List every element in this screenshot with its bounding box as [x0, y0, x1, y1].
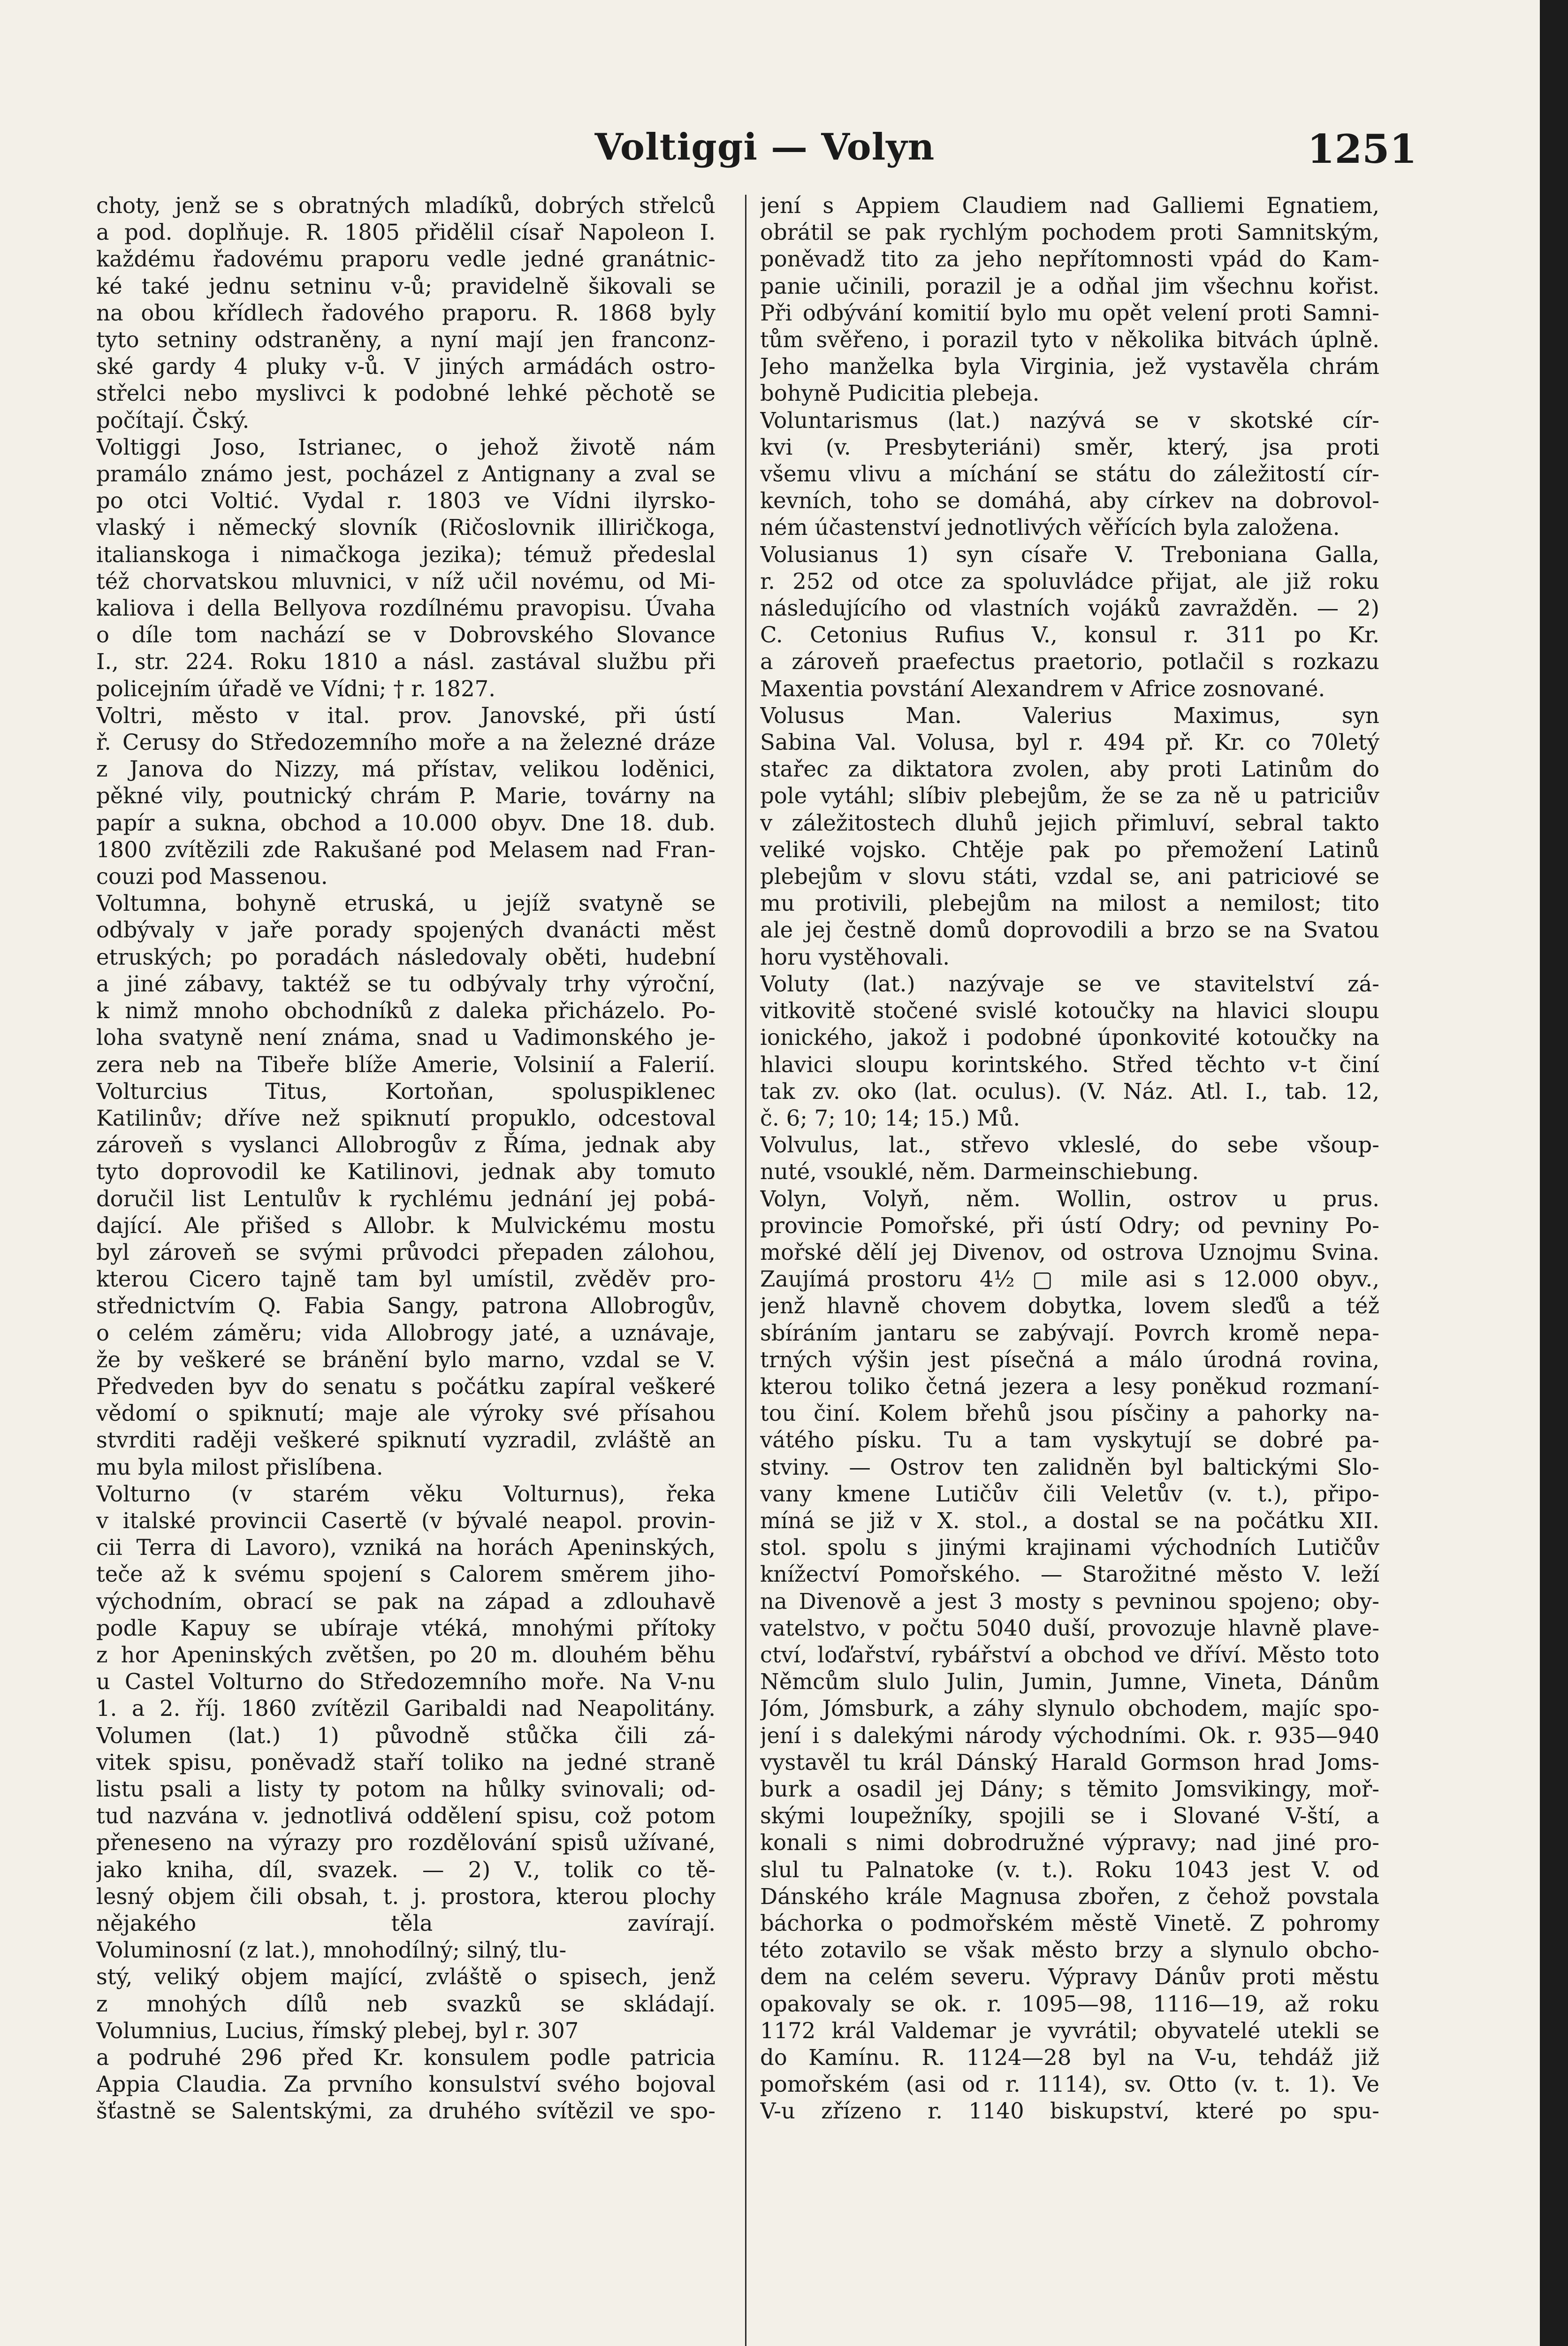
- text-line: Volvulus, lat., střevo vkleslé, do sebe všoup-: [760, 1132, 1379, 1158]
- text-line: na obou křídlech řadového praporu. R. 1868 byly: [96, 300, 715, 326]
- text-line: papír a sukna, obchod a 10.000 obyv. Dne 18. dub.: [96, 810, 715, 836]
- text-line: z hor Apeninských zvětšen, po 20 m. dlouhém běhu: [96, 1642, 715, 1668]
- text-line: k nimž mnoho obchodníků z daleka přicházelo. Po-: [96, 998, 715, 1024]
- text-line: č. 6; 7; 10; 14; 15.) Mů.: [760, 1105, 1020, 1131]
- text-line: Voluntarismus (lat.) nazývá se v skotské cír-: [760, 407, 1379, 433]
- page-number: 1251: [1307, 126, 1417, 172]
- text-line: poněvadž tito za jeho nepřítomnosti vpád do Kam-: [760, 246, 1379, 272]
- text-line: opakovaly se ok. r. 1095—98, 1116—19, až roku: [760, 1991, 1379, 2017]
- text-line: doručil list Lentulův k rychlému jednání jej pobá-: [96, 1186, 715, 1211]
- text-line: vitkovitě stočené svislé kotoučky na hlavici sloupu: [760, 998, 1379, 1024]
- text-line: pěkné vily, poutnický chrám P. Marie, továrny na: [96, 783, 715, 809]
- text-line: šťastně se Salentskými, za druhého svítězil ve spo-: [96, 2098, 715, 2124]
- text-line: jení i s dalekými národy východními. Ok. r. 935—940: [760, 1722, 1379, 1748]
- text-line: stol. spolu s jinými krajinami východních Lutičův: [760, 1535, 1379, 1561]
- text-line: a zároveň praefectus praetorio, potlačil s rozkazu: [760, 649, 1379, 675]
- text-line: z mnohých dílů neb svazků se skládají.: [96, 1991, 715, 2017]
- text-line: Němcům slulo Julin, Jumin, Jumne, Vineta, Dánům: [760, 1669, 1379, 1695]
- text-line: o díle tom nachází se v Dobrovského Slovance: [96, 622, 715, 648]
- text-line: listu psali a listy ty potom na hůlky svinovali; od-: [96, 1776, 715, 1802]
- text-line: obrátil se pak rychlým pochodem proti Samnitským,: [760, 220, 1379, 245]
- text-line: etruských; po poradách následovaly oběti, hudební: [96, 944, 715, 970]
- running-title: Voltiggi — Volyn: [594, 126, 935, 168]
- text-line: pole vytáhl; slíbiv plebejům, že se za ně u patriciův: [760, 783, 1379, 809]
- text-line: kvi (v. Presbyteriáni) směr, který, jsa proti: [760, 434, 1379, 460]
- text-line: vatelstvo, v počtu 5040 duší, provozuje hlavně plave-: [760, 1615, 1379, 1641]
- text-line: jako kniha, díl, svazek. — 2) V., tolik co tě-: [96, 1857, 715, 1882]
- text-line: I., str. 224. Roku 1810 a násl. zastával službu při: [96, 649, 715, 675]
- text-line: všemu vlivu a míchání se státu do záležitostí cír-: [760, 461, 1379, 487]
- text-line: ionického, jakož i podobné úponkovité kotoučky na: [760, 1025, 1379, 1051]
- text-line: Voltri, město v ital. prov. Janovské, při ústí: [96, 702, 715, 728]
- text-line: z Janova do Nizzy, má přístav, velikou loděnici,: [96, 756, 715, 782]
- text-line: Jóm, Jómsburk, a záhy slynulo obchodem, majíc spo-: [760, 1696, 1379, 1721]
- text-line: plebejům v slovu státi, vzdal se, ani patriciové se: [760, 864, 1379, 890]
- text-line: italianskoga i nimačkoga jezika); témuž předeslal: [96, 541, 715, 567]
- text-line: Volturno (v starém věku Volturnus), řeka: [96, 1481, 715, 1507]
- text-line: že by veškeré se bránění bylo marno, vzdal se V.: [96, 1347, 715, 1372]
- text-line: jenž hlavně chovem dobytka, lovem sleďů a též: [760, 1293, 1379, 1319]
- text-line: vitek spisu, poněvadž staří toliko na jedné straně: [96, 1749, 715, 1775]
- text-line: Předveden byv do senatu s počátku zapíral veškeré: [96, 1373, 715, 1399]
- text-line: ctví, loďařství, rybářství a obchod ve dříví. Město toto: [760, 1642, 1379, 1668]
- text-line: Volusus Man. Valerius Maximus, syn: [760, 702, 1379, 728]
- text-line: ké také jednu setninu v-ů; pravidelně šikovali se: [96, 273, 715, 299]
- text-line: Zaujímá prostoru 4½ ▢ mile asi s 12.000 obyv.,: [760, 1266, 1379, 1292]
- text-line: následujícího od vlastních vojáků zavražděn. — 2): [760, 595, 1379, 621]
- text-line: střednictvím Q. Fabia Sangy, patrona Allobrogův,: [96, 1293, 715, 1319]
- text-line: počítají. Čský.: [96, 407, 250, 433]
- text-line: konali s nimi dobrodružné výpravy; nad jiné pro-: [760, 1830, 1379, 1856]
- text-line: kterou Cicero tajně tam byl umístil, zvěděv pro-: [96, 1266, 715, 1292]
- text-line: bohyně Pudicitia plebeja.: [760, 381, 1040, 406]
- text-line: r. 252 od otce za spoluvládce přijat, ale již roku: [760, 568, 1379, 594]
- text-line: a jiné zábavy, taktéž se tu odbývaly trhy výroční,: [96, 971, 715, 997]
- text-line: Appia Claudia. Za prvního konsulství svého bojoval: [96, 2072, 715, 2097]
- text-line: Volusianus 1) syn císaře V. Treboniana Galla,: [760, 541, 1379, 567]
- text-line: sbíráním jantaru se zabývají. Povrch kromě nepa-: [760, 1320, 1379, 1346]
- text-line: v záležitostech dluhů jejich přimluví, sebral takto: [760, 810, 1379, 836]
- text-line: Katilinův; dříve než spiknutí propuklo, odcestoval: [96, 1105, 715, 1131]
- text-line: 1172 král Valdemar je vyvrátil; obyvatelé utekli se: [760, 2018, 1379, 2043]
- text-line: ské gardy 4 pluky v-ů. V jiných armádách ostro-: [96, 354, 715, 380]
- text-line: tak zv. oko (lat. oculus). (V. Náz. Atl. I., tab. 12,: [760, 1078, 1379, 1104]
- text-line: tům svěřeno, i porazil tyto v několika bitvách úplně.: [760, 327, 1379, 353]
- text-line: trných výšin jest písečná a málo úrodná rovina,: [760, 1347, 1379, 1372]
- text-line: policejním úřadě ve Vídni; † r. 1827.: [96, 676, 496, 701]
- text-line: nějakého těla zavírají.: [96, 1911, 715, 1936]
- text-line: Jeho manželka byla Virginia, jež vystavěla chrám: [760, 354, 1379, 380]
- text-line: choty, jenž se s obratných mladíků, dobrých střelců: [96, 193, 715, 218]
- text-line: C. Cetonius Rufius V., konsul r. 311 po Kr.: [760, 622, 1379, 648]
- text-line: do Kamínu. R. 1124—28 byl na V-u, tehdáž již: [760, 2045, 1379, 2071]
- text-line: knížectví Pomořského. — Starožitné město V. leží: [760, 1561, 1379, 1587]
- text-line: burk a osadil jej Dány; s těmito Jomsvikingy, moř-: [760, 1776, 1379, 1802]
- text-line: o celém záměru; vida Allobrogy jaté, a uznávaje,: [96, 1320, 715, 1346]
- text-line: cii Terra di Lavoro), vzniká na horách Apeninských,: [96, 1535, 715, 1561]
- text-line: v italské provincii Casertě (v bývalé neapol. provin-: [96, 1508, 715, 1533]
- text-line: míná se již v X. stol., a dostal se na počátku XII.: [760, 1508, 1379, 1533]
- text-line: a podruhé 296 před Kr. konsulem podle patricia: [96, 2045, 715, 2071]
- text-line: couzi pod Massenou.: [96, 864, 328, 890]
- text-line: tud nazvána v. jednotlivá oddělení spisu, což potom: [96, 1803, 715, 1829]
- text-line: Maxentia povstání Alexandrem v Africe zosnované.: [760, 676, 1325, 701]
- text-line: Dánského krále Magnusa zbořen, z čehož povstala: [760, 1883, 1379, 1909]
- text-line: vědomí o spiknutí; maje ale výroky své přísahou: [96, 1401, 715, 1426]
- text-line: kterou toliko četná jezera a lesy poněkud rozmaní-: [760, 1373, 1379, 1399]
- right-column: [760, 192, 1379, 2125]
- text-line: stviny. — Ostrov ten zalidněn byl baltickými Slo-: [760, 1454, 1379, 1480]
- text-line: panie učinili, porazil je a odňal jim všechnu kořist.: [760, 273, 1379, 299]
- text-line: ale jej čestně domů doprovodili a brzo se na Svatou: [760, 917, 1379, 943]
- text-line: Voluty (lat.) nazývaje se ve stavitelství zá-: [760, 971, 1379, 997]
- text-line: Volyn, Volyň, něm. Wollin, ostrov u prus.: [760, 1186, 1379, 1211]
- text-line: po otci Voltić. Vydal r. 1803 ve Vídni ilyrsko-: [96, 488, 715, 514]
- text-line: byl zároveň se svými průvodci přepaden zálohou,: [96, 1239, 715, 1265]
- text-line: Volumnius, Lucius, římský plebej, byl r. 307: [96, 2018, 579, 2043]
- text-line: mu protivili, plebejům na milost a nemilost; tito: [760, 891, 1379, 916]
- left-column: [96, 192, 715, 2125]
- text-line: pramálo známo jest, pocházel z Antignany a zval se: [96, 461, 715, 487]
- text-line: nuté, vsouklé, něm. Darmeinschiebung.: [760, 1159, 1199, 1185]
- text-line: Volturcius Titus, Kortoňan, spoluspiklenec: [96, 1078, 715, 1104]
- text-line: vystavěl tu král Dánský Harald Gormson hrad Joms-: [760, 1749, 1379, 1775]
- text-line: skými loupežníky, spojili se i Slované V-ští, a: [760, 1803, 1379, 1829]
- text-line: tou činí. Kolem břehů jsou písčiny a pahorky na-: [760, 1401, 1379, 1426]
- text-line: Voltiggi Joso, Istrianec, o jehož životě nám: [96, 434, 715, 460]
- text-line: podle Kapuy se ubíraje vtéká, mnohými přítoky: [96, 1615, 715, 1641]
- text-line: přeneseno na výrazy pro rozdělování spisů užívané,: [96, 1830, 715, 1856]
- text-line: teče až k svému spojení s Calorem směrem jiho-: [96, 1561, 715, 1587]
- text-line: lesný objem čili obsah, t. j. prostora, kterou plochy: [96, 1883, 715, 1909]
- column-divider: [745, 195, 746, 2346]
- text-line: 1. a 2. říj. 1860 zvítězil Garibaldi nad Neapolitány.: [96, 1696, 715, 1721]
- text-line: veliké vojsko. Chtěje pak po přemožení Latinů: [760, 837, 1379, 862]
- text-line: stvrditi raději veškeré spiknutí vyzradil, zvláště an: [96, 1427, 715, 1453]
- text-line: kaliova i della Bellyova rozdílnému pravopisu. Úvaha: [96, 595, 715, 621]
- text-line: a pod. doplňuje. R. 1805 přidělil císař Napoleon I.: [96, 220, 715, 245]
- text-line: báchorka o podmořském městě Vinetě. Z pohromy: [760, 1911, 1379, 1936]
- text-line: mu byla milost přislíbena.: [96, 1454, 383, 1480]
- text-line: Voltumna, bohyně etruská, u jejíž svatyně se: [96, 891, 715, 916]
- text-line: kevních, toho se domáhá, aby církev na dobrovol-: [760, 488, 1379, 514]
- text-line: této zotavilo se však město brzy a slynulo obcho-: [760, 1937, 1379, 1963]
- text-line: každému řadovému praporu vedle jedné granátnic-: [96, 246, 715, 272]
- text-line: V-u zřízeno r. 1140 biskupství, které po spu-: [760, 2098, 1379, 2124]
- text-line: pomořském (asi od r. 1114), sv. Otto (v. t. 1). Ve: [760, 2072, 1379, 2097]
- text-line: dem na celém severu. Výpravy Dánův proti městu: [760, 1964, 1379, 1990]
- text-line: střelci nebo myslivci k podobné lehké pěchotě se: [96, 381, 715, 406]
- text-line: stařec za diktatora zvolen, aby proti Latinům do: [760, 756, 1379, 782]
- text-line: 1800 zvítězili zde Rakušané pod Melasem nad Fran-: [96, 837, 715, 862]
- text-line: Volumen (lat.) 1) původně stůčka čili zá-: [96, 1722, 715, 1748]
- text-line: ném účastenství jednotlivých věřících byla založena.: [760, 515, 1340, 541]
- text-line: stý, veliký objem mající, zvláště o spisech, jenž: [96, 1964, 715, 1990]
- text-line: slul tu Palnatoke (v. t.). Roku 1043 jest V. od: [760, 1857, 1379, 1882]
- text-line: horu vystěhovali.: [760, 944, 950, 970]
- text-line: Při odbývání komitií bylo mu opět velení proti Samni-: [760, 300, 1379, 326]
- text-line: zera neb na Tibeře blíže Amerie, Volsinií a Falerií.: [96, 1051, 715, 1077]
- text-line: mořské dělí jej Divenov, od ostrova Uznojmu Svina.: [760, 1239, 1379, 1265]
- text-line: hlavici sloupu korintského. Střed těchto v-t činí: [760, 1051, 1379, 1077]
- text-line: Sabina Val. Volusa, byl r. 494 př. Kr. co 70letý: [760, 730, 1379, 755]
- text-line: Voluminosní (z lat.), mnohodílný; silný, tlu-: [96, 1937, 567, 1963]
- scan-border-right: [1540, 0, 1568, 2346]
- text-line: dající. Ale přišed s Allobr. k Mulvickému mostu: [96, 1212, 715, 1238]
- text-line: ř. Cerusy do Středozemního moře a na železné dráze: [96, 730, 715, 755]
- text-line: odbývaly v jaře porady spojených dvanácti měst: [96, 917, 715, 943]
- text-line: tyto setniny odstraněny, a nyní mají jen franconz-: [96, 327, 715, 353]
- text-line: tyto doprovodil ke Katilinovi, jednak aby tomuto: [96, 1159, 715, 1185]
- text-line: jení s Appiem Claudiem nad Galliemi Egnatiem,: [760, 193, 1379, 218]
- text-line: provincie Pomořské, při ústí Odry; od pevniny Po-: [760, 1212, 1379, 1238]
- text-line: východním, obrací se pak na západ a zdlouhavě: [96, 1588, 715, 1614]
- text-line: zároveň s vyslanci Allobrogův z Říma, jednak aby: [96, 1132, 715, 1158]
- page-header: [113, 126, 1417, 177]
- text-line: na Divenově a jest 3 mosty s pevninou spojeno; oby-: [760, 1588, 1379, 1614]
- text-line: též chorvatskou mluvnici, v níž učil novému, od Mi-: [96, 568, 715, 594]
- text-line: vátého písku. Tu a tam vyskytují se dobré pa-: [760, 1427, 1379, 1453]
- text-line: vany kmene Lutičův čili Veletův (v. t.), připo-: [760, 1481, 1379, 1507]
- text-line: loha svatyně není známa, snad u Vadimonského je-: [96, 1025, 715, 1051]
- text-line: vlaský i německý slovník (Ričoslovnik illiričkoga,: [96, 515, 715, 541]
- text-line: u Castel Volturno do Středozemního moře. Na V-nu: [96, 1669, 715, 1695]
